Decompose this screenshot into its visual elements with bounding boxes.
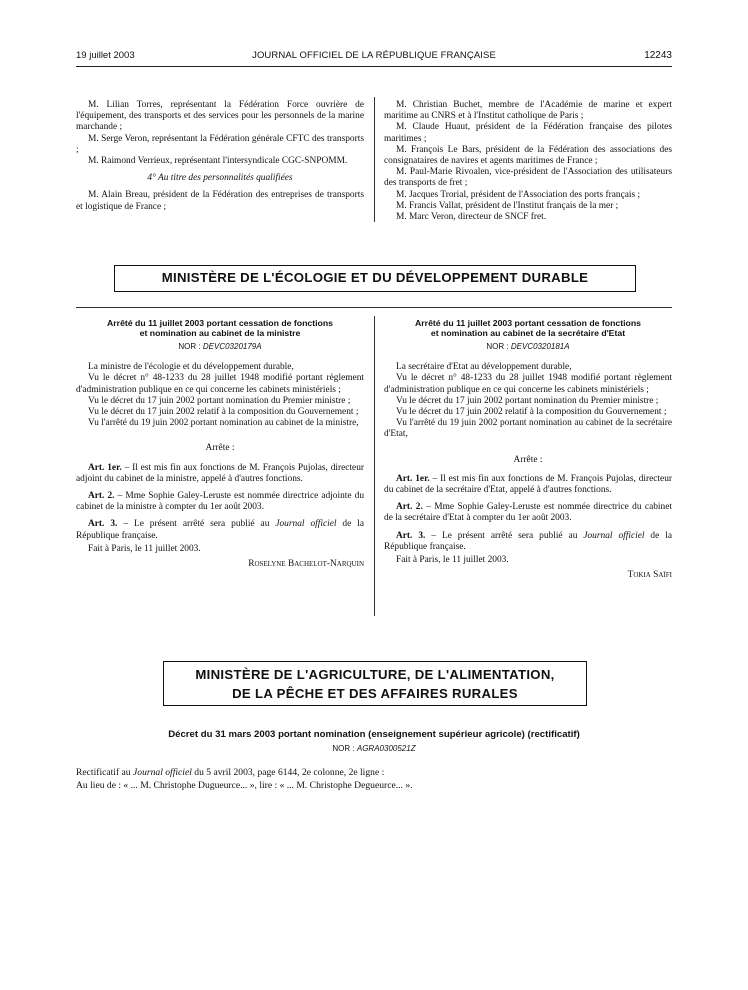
column-divider <box>374 316 375 616</box>
running-header <box>76 50 672 66</box>
article-2 <box>76 491 364 513</box>
article-text: – Mme Sophie Galey-Leruste est nommée directrice du cabinet de la secrétaire d'Etat à compter du 1er août 2003. <box>384 502 672 524</box>
done-at: Fait à Paris, le 11 juillet 2003. <box>396 555 509 566</box>
article-text: de la République française. <box>76 519 364 541</box>
preamble-line: Vu le décret du 17 juin 2002 relatif à la composition du Gouvernement ; <box>88 407 359 418</box>
rectificatif-text: du 5 avril 2003, page 6144, 2e colonne, 2e ligne : <box>191 767 385 778</box>
nor-reference <box>76 341 364 352</box>
arrete-title <box>76 318 364 338</box>
arrete-title <box>384 318 672 338</box>
arrete-ministre <box>76 318 364 570</box>
member-entry: M. Alain Breau, président de la Fédération des entreprises de transports et logistique de France ; <box>76 190 364 212</box>
page-number: 12243 <box>644 50 672 61</box>
nor-reference <box>76 744 672 753</box>
top-right-column <box>384 100 672 223</box>
article-1 <box>76 463 364 485</box>
preamble-line: Vu le décret du 17 juin 2002 portant nomination du Premier ministre ; <box>88 395 351 406</box>
rectificatif-text: Rectificatif au <box>76 767 134 778</box>
done-at: Fait à Paris, le 11 juillet 2003. <box>88 543 201 554</box>
arrete-title-line: et nomination au cabinet de la secrétaire d'Etat <box>430 328 626 338</box>
article-label: Art. 2. <box>396 502 423 513</box>
ministry-name-line: MINISTÈRE DE L'AGRICULTURE, DE L'ALIMENTATION, <box>195 667 555 682</box>
member-entry: M. Serge Veron, représentant la Fédération générale CFTC des transports ; <box>76 133 364 155</box>
article-2 <box>384 502 672 524</box>
arrete-word: Arrête : <box>513 454 543 465</box>
journal-officiel-text: Journal officiel <box>133 767 192 778</box>
ministry-heading-ecologie <box>114 265 636 292</box>
nor-code: DEVC0320181A <box>510 342 570 351</box>
member-entry: M. Paul-Marie Rivoalen, vice-président de l'Association des utilisateurs des transports de fret ; <box>384 167 672 189</box>
member-entry: M. Claude Huaut, président de la Fédération française des pilotes maritimes ; <box>384 122 672 144</box>
preamble-line: Vu le décret du 17 juin 2002 portant nomination du Premier ministre ; <box>396 395 659 406</box>
section-rule <box>76 307 672 308</box>
article-text: – Il est mis fin aux fonctions de M. François Pujolas, directeur du cabinet de la secrétaire d'Etat, appelé à d'autres fonctions. <box>384 473 673 496</box>
member-entry: M. Lilian Torres, représentant la Fédération Force ouvrière de l'équipement, des transports et des services pour les personnels de la marine marchande ; <box>76 100 364 133</box>
nor-label: NOR : <box>486 342 509 351</box>
arrete-title-line: Arrêté du 11 juillet 2003 portant cessation de fonctions <box>107 318 333 328</box>
article-label: Art. 2. <box>88 491 115 502</box>
article-label: Art. 3. <box>88 519 118 530</box>
nor-label: NOR : <box>178 342 201 351</box>
header-date: 19 juillet 2003 <box>76 50 135 61</box>
preamble-line: La secrétaire d'Etat au développement durable, <box>396 362 572 373</box>
member-entry: M. Christian Buchet, membre de l'Académie de marine et expert maritime au CNRS et à l'Institut catholique de Paris ; <box>384 100 672 122</box>
decret-body <box>76 766 672 792</box>
article-text: de la République française. <box>384 530 672 552</box>
arrete-title-line: et nomination au cabinet de la ministre <box>139 328 301 338</box>
top-left-column <box>76 100 364 213</box>
preamble-line: Vu le décret du 17 juin 2002 relatif à la composition du Gouvernement ; <box>396 407 667 418</box>
nor-code: AGRA0300521Z <box>356 744 416 753</box>
arrete-secretaire-etat <box>384 318 672 581</box>
article-text: – Le présent arrêté sera publié au <box>117 519 276 530</box>
article-text: – Le présent arrêté sera publié au <box>425 530 584 541</box>
signature: Tokia Saïfi <box>627 570 672 581</box>
correction-line: Au lieu de : « ... M. Christophe Dugueurce... », lire : « ... M. Christophe Degueurce... ». <box>76 780 413 791</box>
ministry-name: MINISTÈRE DE L'ÉCOLOGIE ET DU DÉVELOPPEMENT DURABLE <box>161 270 589 285</box>
article-label: Art. 1er. <box>396 473 430 484</box>
preamble-line: Vu le décret n° 48-1233 du 28 juillet 1948 modifié portant règlement d'administration publique en ce qui concerne les cabinets ministériels ; <box>384 373 672 395</box>
preamble-line: Vu l'arrêté du 19 juin 2002 portant nomination au cabinet de la ministre, <box>88 418 359 429</box>
article-3 <box>384 531 672 553</box>
article-1 <box>384 474 672 496</box>
nor-reference <box>384 341 672 352</box>
journal-officiel-text: Journal officiel <box>275 519 337 530</box>
article-text: – Mme Sophie Galey-Leruste est nommée directrice adjointe du cabinet de la ministre à compter du 1er août 2003. <box>76 491 365 513</box>
rectificatif-line <box>76 766 672 779</box>
nor-code: DEVC0320179A <box>202 342 262 351</box>
section-subheading: 4° Au titre des personnalités qualifiées <box>147 173 293 184</box>
header-rule <box>76 66 672 67</box>
member-entry: M. Raimond Verrieux, représentant l'intersyndicale CGC-SNPOMM. <box>88 156 348 167</box>
column-divider <box>374 97 375 222</box>
ministry-heading-agriculture <box>163 661 587 706</box>
preamble-line: Vu le décret n° 48-1233 du 28 juillet 1948 modifié portant règlement d'administration publique en ce qui concerne les cabinets ministériels ; <box>76 373 364 395</box>
article-label: Art. 3. <box>396 530 426 541</box>
ministry-name-line: DE LA PÊCHE ET DES AFFAIRES RURALES <box>232 686 518 701</box>
preamble-line: Vu l'arrêté du 19 juin 2002 portant nomination au cabinet de la secrétaire d'Etat, <box>384 418 672 440</box>
signature: Roselyne Bachelot-Narquin <box>248 559 364 570</box>
member-entry: M. Francis Vallat, président de l'Institut français de la mer ; <box>396 200 619 211</box>
member-entry: M. François Le Bars, président de la Fédération des associations des consignataires de navires et agents maritimes de France ; <box>384 144 672 167</box>
header-title: JOURNAL OFFICIEL DE LA RÉPUBLIQUE FRANÇAISE <box>252 50 496 61</box>
member-entry: M. Jacques Trorial, président de l'Association des ports français ; <box>396 189 641 200</box>
preamble-line: La ministre de l'écologie et du développement durable, <box>88 362 294 373</box>
article-text: – Il est mis fin aux fonctions de M. François Pujolas, directeur adjoint du cabinet de la ministre, appelé à d'autres fonctions. <box>76 462 365 484</box>
journal-officiel-text: Journal officiel <box>583 530 645 541</box>
decret-title: Décret du 31 mars 2003 portant nomination (enseignement supérieur agricole) (rectificatif) <box>168 729 580 740</box>
arrete-word: Arrête : <box>205 443 235 454</box>
arrete-title-line: Arrêté du 11 juillet 2003 portant cessation de fonctions <box>415 318 641 328</box>
article-3 <box>76 519 364 541</box>
nor-label: NOR : <box>332 744 355 753</box>
member-entry: M. Marc Veron, directeur de SNCF fret. <box>396 212 547 223</box>
article-label: Art. 1er. <box>88 462 122 473</box>
